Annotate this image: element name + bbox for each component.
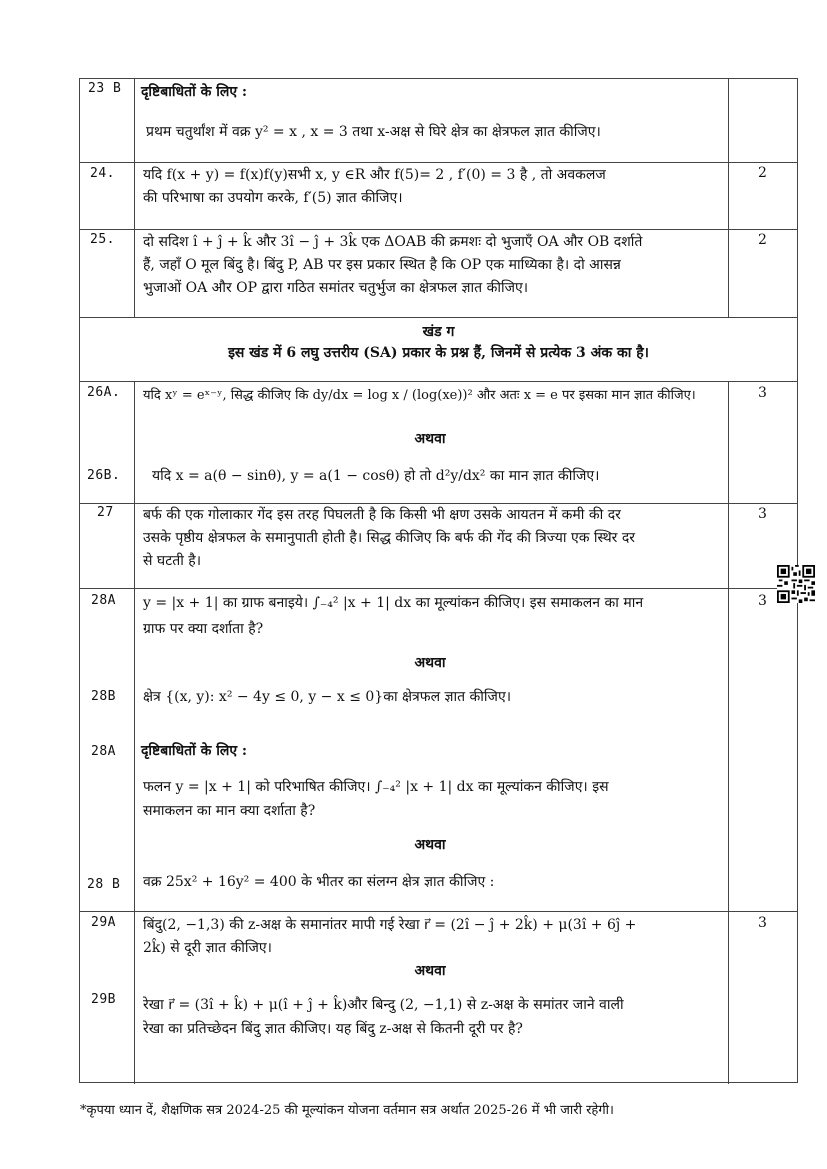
or-label: अथवा	[414, 837, 446, 853]
question-text: क्षेत्र {(x, y): x² − 4y ≤ 0, y − x ≤ 0}का क्षेत्रफल ज्ञात कीजिए।	[143, 689, 511, 705]
marks: 3	[758, 506, 767, 522]
or-label: अथवा	[414, 655, 446, 671]
question-text: ग्राफ पर क्या दर्शाता है?	[143, 621, 264, 637]
question-text: रेखा r⃗ = (3î + k̂) + μ(î + ĵ + k̂)और बिन्दु (2, −1,1) से z-अक्ष के समांतर जाने वाली	[143, 997, 624, 1013]
row-divider	[80, 588, 797, 589]
col-divider-2b	[728, 381, 729, 1084]
marks: 3	[758, 593, 767, 609]
question-number: 28A	[91, 593, 116, 608]
question-number: 29B	[91, 992, 116, 1007]
row-divider	[80, 229, 797, 230]
question-text: यदि f(x + y) = f(x)f(y)सभी x, y ∈R और f(5)= 2 , f′(0) = 3 है , तो अवकलज	[143, 167, 606, 183]
col-divider-1	[134, 79, 135, 317]
question-text: की परिभाषा का उपयोग करके, f′(5) ज्ञात कीजिए।	[143, 190, 403, 206]
question-text: बिंदु(2, −1,3) की z-अक्ष के समानांतर मापी गई रेखा r⃗ = (2î − ĵ + 2k̂) + μ(3î + 6ĵ +	[143, 917, 637, 933]
marks: 3	[758, 385, 767, 401]
row-divider	[80, 381, 797, 382]
question-number: 28 B	[87, 877, 121, 892]
question-number: 28A	[91, 744, 116, 759]
visually-impaired-heading: दृष्टिबाधितों के लिए :	[141, 84, 248, 100]
question-number: 23 B	[88, 81, 122, 96]
visually-impaired-heading: दृष्टिबाधितों के लिए :	[141, 743, 248, 759]
row-divider	[80, 503, 797, 504]
or-label: अथवा	[414, 963, 446, 979]
question-text: y = |x + 1| का ग्राफ बनाइये। ∫₋₄² |x + 1| dx का मूल्यांकन कीजिए। इस समाकलन का मान	[143, 595, 644, 611]
question-text: फलन y = |x + 1| को परिभाषित कीजिए। ∫₋₄² |x + 1| dx का मूल्यांकन कीजिए। इस	[143, 779, 609, 795]
question-text: दो सदिश î + ĵ + k̂ और 3î − ĵ + 3k̂ एक ΔOAB की क्रमशः दो भुजाएँ OA और OB दर्शाते	[143, 234, 643, 250]
row-divider	[80, 911, 797, 912]
question-text: उसके पृष्ठीय क्षेत्रफल के समानुपाती होती है। सिद्ध कीजिए कि बर्फ की गेंद की त्रिज्या एक स्थिर दर	[143, 530, 635, 546]
question-number: 27	[97, 505, 114, 520]
question-text: हैं, जहाँ O मूल बिंदु है। बिंदु P, AB पर इस प्रकार स्थित है कि OP एक माध्यिका है। दो आसन्न	[143, 257, 621, 273]
question-number: 26A.	[87, 385, 121, 400]
col-divider-2	[728, 79, 729, 317]
question-text: समाकलन का मान क्या दर्शाता है?	[143, 803, 316, 819]
marks: 2	[758, 232, 767, 248]
marks: 3	[758, 915, 767, 931]
footnote: *कृपया ध्यान दें, शैक्षणिक सत्र 2024-25 की मूल्यांकन योजना वर्तमान सत्र अर्थात 2025-26 में भी जारी रहेगी।	[80, 1103, 614, 1118]
question-number: 29A	[91, 915, 116, 930]
question-text: बर्फ की एक गोलाकार गेंद इस तरह पिघलती है कि किसी भी क्षण उसके आयतन में कमी की दर	[143, 507, 621, 523]
question-number: 26B.	[87, 468, 121, 483]
row-divider	[80, 317, 797, 318]
question-text: भुजाओं OA और OP द्वारा गठित समांतर चतुर्भुज का क्षेत्रफल ज्ञात कीजिए।	[143, 280, 529, 296]
question-number: 25.	[90, 232, 115, 247]
question-text: वक्र 25x² + 16y² = 400 के भीतर का संलग्न क्षेत्र ज्ञात कीजिए :	[143, 874, 495, 890]
qr-code-icon	[777, 565, 815, 603]
question-text: यदि x = a(θ − sinθ), y = a(1 − cosθ) हो तो d²y/dx² का मान ज्ञात कीजिए।	[152, 468, 600, 484]
question-text: प्रथम चतुर्थांश में वक्र y² = x , x = 3 तथा x-अक्ष से घिरे क्षेत्र का क्षेत्रफल ज्ञात कीजिए।	[146, 124, 601, 140]
question-number: 24.	[90, 166, 115, 181]
section-subtitle: इस खंड में 6 लघु उत्तरीय (SA) प्रकार के प्रश्न हैं, जिनमें से प्रत्येक 3 अंक का है।	[228, 345, 649, 361]
question-text: रेखा का प्रतिच्छेदन बिंदु ज्ञात कीजिए। यह बिंदु z-अक्ष से कितनी दूरी पर है?	[143, 1021, 523, 1037]
question-number: 28B	[91, 689, 116, 704]
question-text: यदि xʸ = eˣ⁻ʸ, सिद्ध कीजिए कि dy/dx = log x / (log(xe))² और अतः x = e पर इसका मान ज्ञात कीजिए।	[143, 388, 696, 403]
marks: 2	[758, 165, 767, 181]
row-divider	[80, 162, 797, 163]
section-title: खंड ग	[422, 324, 455, 340]
question-text: से घटती है।	[143, 553, 202, 569]
or-label: अथवा	[414, 431, 446, 447]
question-text: 2k̂) से दूरी ज्ञात कीजिए।	[143, 940, 272, 956]
